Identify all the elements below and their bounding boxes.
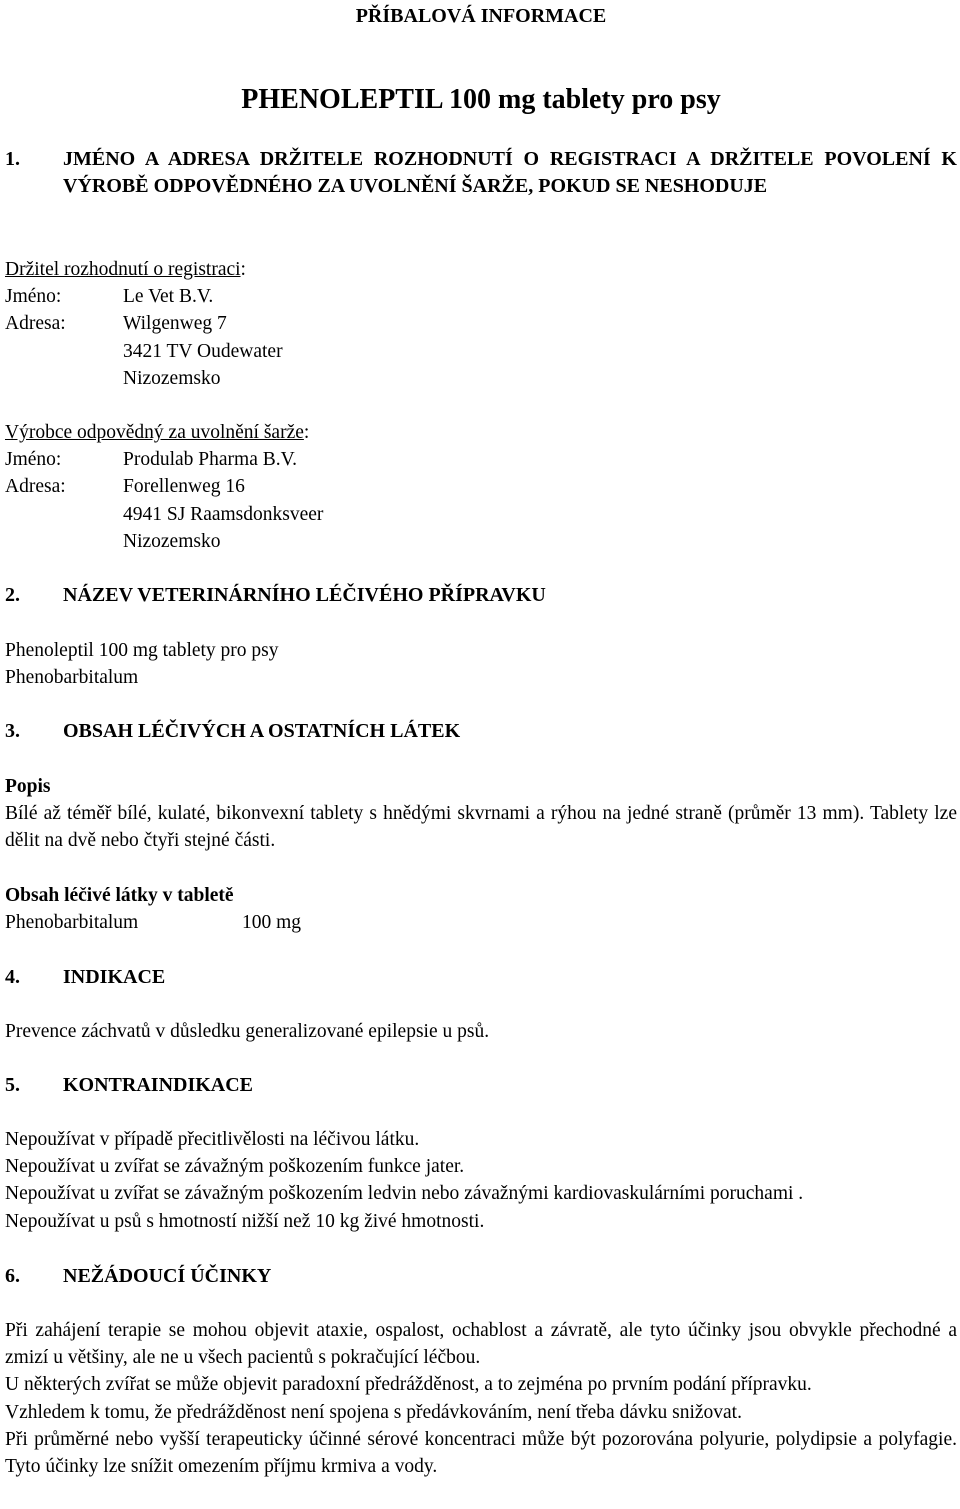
manufacturer-address-line-2: 4941 SJ Raamsdonksveer — [123, 503, 324, 525]
contraindication-line: Nepoužívat v případě přecitlivělosti na léčivou látku. — [5, 1129, 420, 1150]
indication-text: Prevence záchvatů v důsledku generalizované epilepsie u psů. — [5, 1021, 490, 1042]
section-2-title: NÁZEV VETERINÁRNÍHO LÉČIVÉHO PŘÍPRAVKU — [63, 584, 546, 606]
holder-address-line-2: 3421 TV Oudewater — [123, 340, 283, 362]
manufacturer-name-row — [5, 446, 957, 473]
address-label: Adresa: — [5, 313, 66, 335]
side-effects-paragraph: Při průměrné nebo vyšší terapeuticky účinné sérové koncentraci může být pozorována polyurie, polydipsie a polyfagie. Tyto účinky lze snížit omezením příjmu krmiva a vody. — [5, 1428, 957, 1478]
product-name: Phenoleptil 100 mg tablety pro psy — [5, 640, 279, 661]
holder-address-line-3: Nizozemsko — [123, 367, 221, 389]
section-3-number: 3. — [5, 720, 20, 742]
manufacturer-block — [5, 419, 957, 555]
product-title: PHENOLEPTIL 100 mg tablety pro psy — [241, 84, 721, 115]
name-label: Jméno: — [5, 286, 62, 308]
holder-heading: Držitel rozhodnutí o registraci: — [5, 259, 246, 280]
substance-amount: 100 mg — [242, 912, 302, 934]
holder-address-line-1: Wilgenweg 7 — [123, 313, 227, 335]
description-text: Bílé až téměř bílé, kulaté, bikonvexní tablety s hnědými skvrnami a rýhou na jedné straně (průměr 13 mm). Tablety lze dělit na dvě nebo čtyři stejné části. — [5, 803, 957, 852]
section-5-heading — [5, 1072, 957, 1099]
contraindications-list — [5, 1126, 957, 1235]
section-2-number: 2. — [5, 584, 20, 606]
holder-name-row — [5, 283, 957, 310]
manufacturer-heading: Výrobce odpovědný za uvolnění šarže: — [5, 422, 310, 443]
contraindication-line: Nepoužívat u zvířat se závažným poškozením funkce jater. — [5, 1156, 465, 1178]
manufacturer-address-line-1: Forellenweg 16 — [123, 476, 245, 498]
manufacturer-address-row — [5, 473, 957, 500]
active-content-row — [5, 909, 957, 936]
side-effects-block — [5, 1317, 957, 1480]
description-label: Popis — [5, 776, 51, 797]
section-2-heading — [5, 582, 957, 609]
section-4-number: 4. — [5, 966, 20, 988]
holder-address-row — [5, 310, 957, 337]
section-1-number: 1. — [5, 148, 20, 170]
section-3-heading — [5, 718, 957, 745]
active-content-block — [5, 882, 957, 936]
holder-block — [5, 256, 957, 392]
active-substance-name: Phenobarbitalum — [5, 667, 139, 689]
section-6-number: 6. — [5, 1265, 20, 1287]
side-effects-paragraph: U některých zvířat se může objevit paradoxní předrážděnost, a to zejména po prvním podání přípravku. — [5, 1374, 812, 1396]
side-effects-paragraph: Vzhledem k tomu, že předrážděnost není spojena s předávkováním, není třeba dávku snižovat. — [5, 1401, 742, 1423]
active-content-label: Obsah léčivé látky v tabletě — [5, 885, 234, 906]
holder-name: Le Vet B.V. — [123, 286, 214, 308]
section-4-title: INDIKACE — [63, 966, 166, 988]
section-1-heading — [5, 146, 957, 200]
manufacturer-address-line-3: Nizozemsko — [123, 530, 221, 552]
section-6-heading — [5, 1263, 957, 1290]
manufacturer-name: Produlab Pharma B.V. — [123, 449, 298, 471]
description-block — [5, 773, 957, 855]
document-title: PŘÍBALOVÁ INFORMACE — [355, 5, 607, 27]
substance-name: Phenobarbitalum — [5, 912, 139, 934]
section-1-title: JMÉNO A ADRESA DRŽITELE ROZHODNUTÍ O REGISTRACI A DRŽITELE POVOLENÍ K VÝROBĚ ODPOVĚDNÉHO ZA UVOLNĚNÍ ŠARŽE, POKUD SE NESHODUJE — [63, 148, 957, 198]
product-name-block — [5, 637, 957, 691]
side-effects-paragraph: Při zahájení terapie se mohou objevit ataxie, ospalost, ochablost a závratě, ale tyto účinky jsou obvykle přechodné a zmizí u většiny, ale ne u všech pacientů s pokračující léčbou. — [5, 1320, 957, 1369]
section-5-number: 5. — [5, 1074, 20, 1096]
address-label: Adresa: — [5, 476, 66, 498]
section-4-heading — [5, 964, 957, 991]
section-3-title: OBSAH LÉČIVÝCH A OSTATNÍCH LÁTEK — [63, 720, 461, 742]
contraindication-line: Nepoužívat u psů s hmotností nižší než 10 kg živé hmotnosti. — [5, 1210, 485, 1232]
contraindication-line: Nepoužívat u zvířat se závažným poškozením ledvin nebo závažnými kardiovaskulárními poruchami . — [5, 1183, 804, 1205]
section-6-title: NEŽÁDOUCÍ ÚČINKY — [63, 1265, 272, 1287]
section-5-title: KONTRAINDIKACE — [63, 1074, 254, 1096]
name-label: Jméno: — [5, 449, 62, 471]
